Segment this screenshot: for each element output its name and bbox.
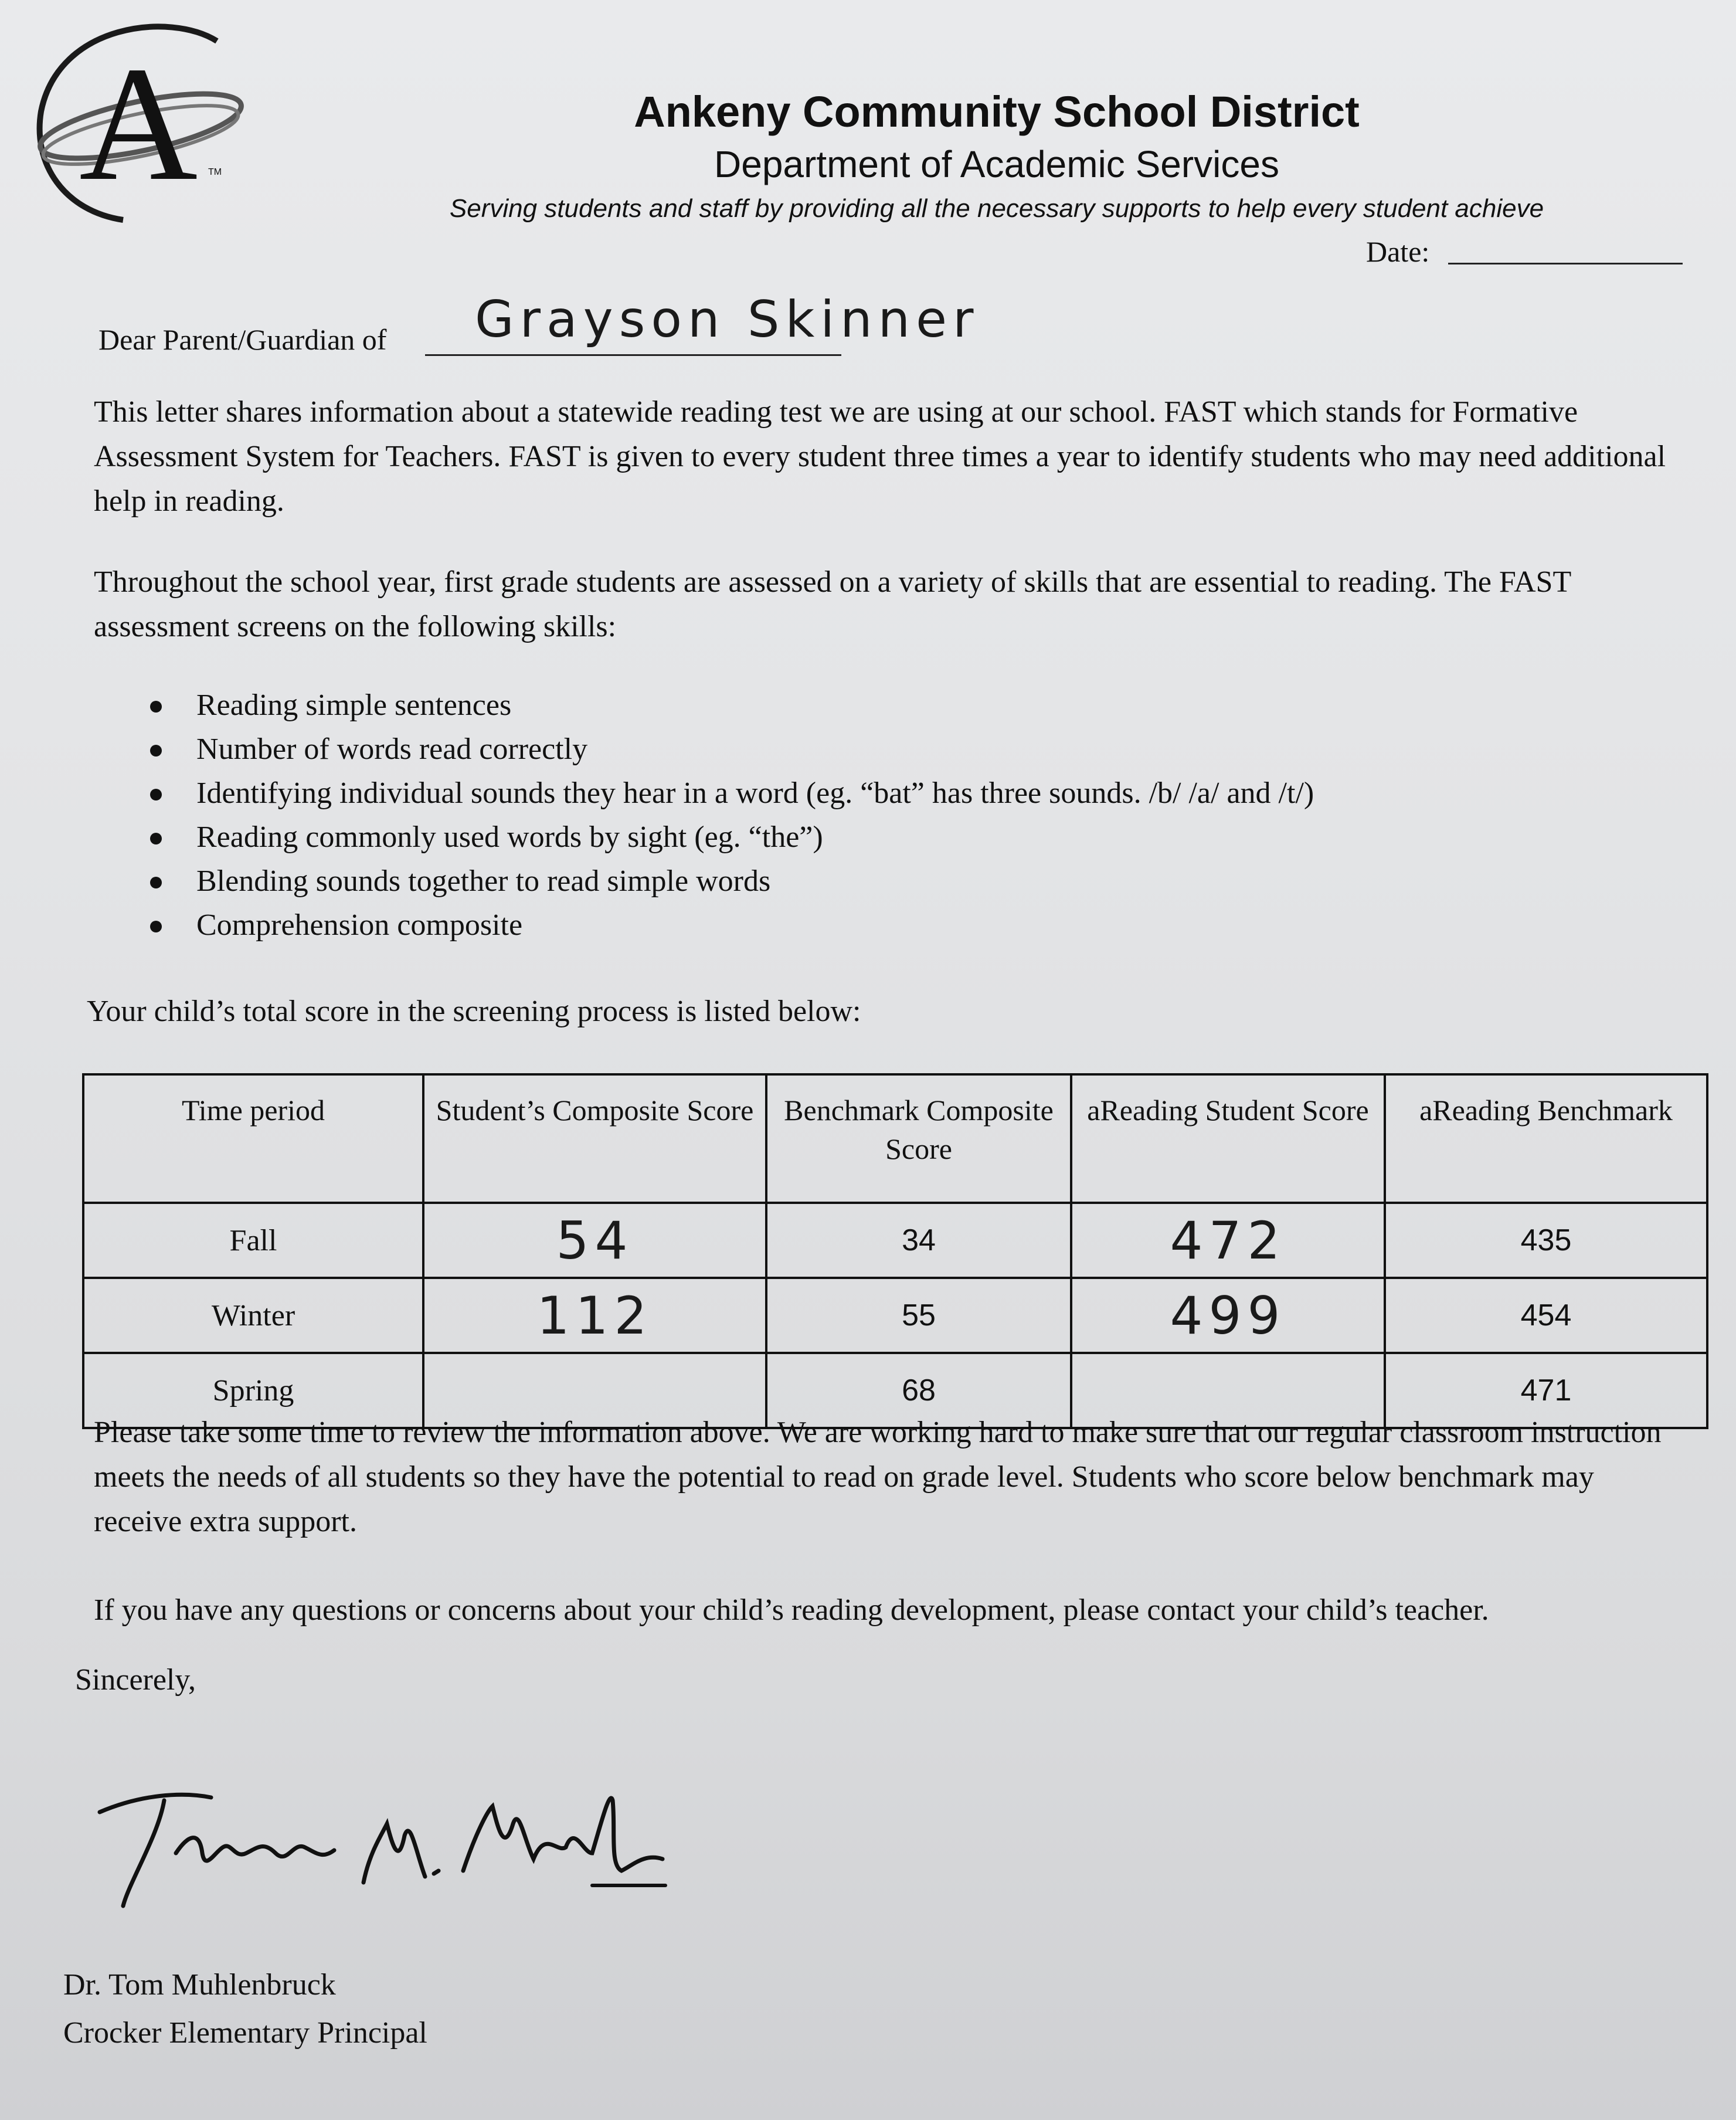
date-field-line — [1448, 263, 1683, 264]
list-item: Identifying individual sounds they hear in a word (eg. “bat” has three sounds. /b/ /a/ and /t/) — [141, 771, 1314, 815]
skills-intro-paragraph: Throughout the school year, first grade students are assessed on a variety of skills that are essential to reading. The FAST assessment screens on the following skills: — [94, 565, 1571, 643]
contact-paragraph: If you have any questions or concerns about your child’s reading development, please contact your child’s teacher. — [94, 1593, 1489, 1627]
district-tagline: Serving students and staff by providing all the necessary supports to help every student achieve — [449, 194, 1544, 223]
score-intro: Your child’s total score in the screening process is listed below: — [87, 995, 861, 1028]
skills-list — [141, 683, 1314, 947]
bullet-icon — [150, 745, 162, 757]
bullet-icon — [150, 877, 162, 888]
signature — [88, 1765, 674, 1918]
benchmark-composite-cell: 68 — [766, 1353, 1071, 1428]
review-paragraph: Please take some time to review the information above. We are working hard to make sure that our regular classroom instruction meets the needs of all students so they have the potential to read on grade level. Students who score below benchmark may receive extra support. — [94, 1416, 1662, 1538]
areading-score-cell: 472 — [1071, 1203, 1385, 1278]
benchmark-composite-cell: 34 — [766, 1203, 1071, 1278]
composite-score-cell: 54 — [423, 1203, 766, 1278]
composite-score-cell: 112 — [423, 1278, 766, 1353]
list-item: Reading commonly used words by sight (eg. “the”) — [141, 815, 1314, 859]
signer-name: Dr. Tom Muhlenbruck — [63, 1968, 336, 2002]
greeting: Dear Parent/Guardian of — [98, 323, 387, 356]
areading-benchmark-cell: 435 — [1385, 1203, 1707, 1278]
intro-paragraph: This letter shares information about a statewide reading test we are using at our school. FAST which stands for Formative Assessment System for Teachers. FAST is given to every student three times a year to identify students who may need additional help in reading. — [94, 395, 1666, 518]
list-item: Number of words read correctly — [141, 727, 1314, 771]
svg-text:TM: TM — [208, 167, 222, 177]
name-field-line — [425, 354, 841, 356]
table-header-row — [83, 1074, 1707, 1203]
department-name: Department of Academic Services — [714, 143, 1279, 185]
benchmark-composite-cell: 55 — [766, 1278, 1071, 1353]
score-table — [82, 1073, 1708, 1429]
areading-score-cell: 499 — [1071, 1278, 1385, 1353]
table-row — [83, 1203, 1707, 1278]
time-period-cell: Fall — [83, 1203, 423, 1278]
closing: Sincerely, — [75, 1663, 196, 1697]
time-period-cell: Spring — [83, 1353, 423, 1428]
list-item: Blending sounds together to read simple words — [141, 859, 1314, 903]
table-row — [83, 1278, 1707, 1353]
bullet-icon — [150, 701, 162, 713]
areading-benchmark-cell: 471 — [1385, 1353, 1707, 1428]
list-item: Reading simple sentences — [141, 683, 1314, 727]
district-logo — [23, 18, 258, 229]
column-header: Student’s Composite Score — [423, 1074, 766, 1203]
column-header: Time period — [83, 1074, 423, 1203]
child-name-handwritten: Grayson Skinner — [475, 290, 980, 349]
signer-title: Crocker Elementary Principal — [63, 2016, 427, 2050]
svg-text:A: A — [79, 32, 198, 215]
column-header: Benchmark Composite Score — [766, 1074, 1071, 1203]
list-item: Comprehension composite — [141, 903, 1314, 947]
bullet-icon — [150, 833, 162, 844]
district-title: Ankeny Community School District — [634, 87, 1360, 136]
bullet-icon — [150, 921, 162, 932]
column-header: aReading Student Score — [1071, 1074, 1385, 1203]
bullet-icon — [150, 789, 162, 800]
time-period-cell: Winter — [83, 1278, 423, 1353]
areading-benchmark-cell: 454 — [1385, 1278, 1707, 1353]
column-header: aReading Benchmark — [1385, 1074, 1707, 1203]
date-label: Date: — [1366, 235, 1430, 268]
